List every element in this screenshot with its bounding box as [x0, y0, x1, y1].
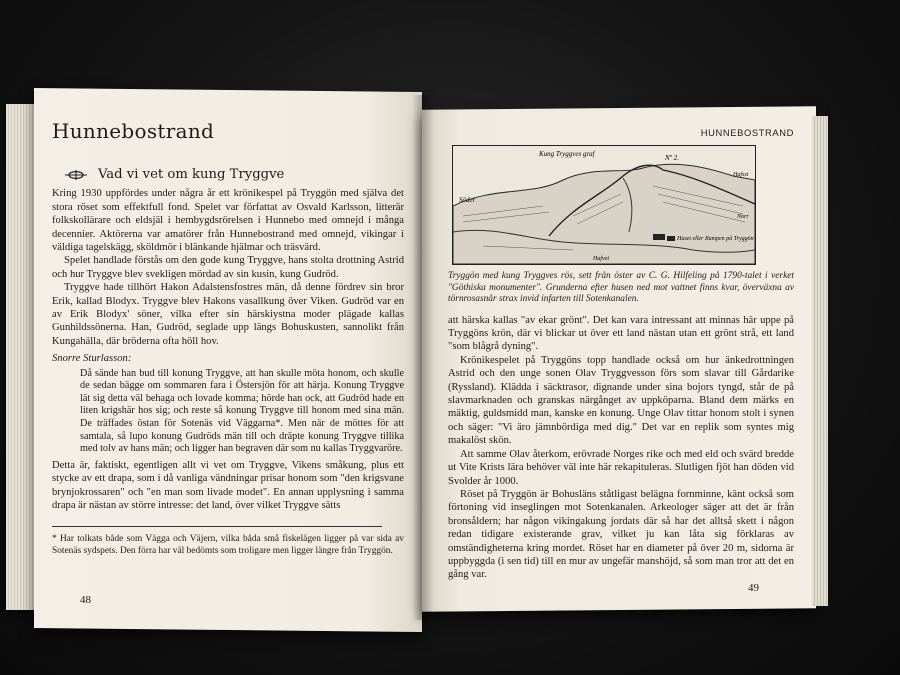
engraving-label-right-top: Hafsst [733, 172, 749, 179]
engraving-label-bottom: Hafvet [593, 256, 609, 263]
paragraph: Spelet handlade förstås om den gode kung Tryggve, hans stolta drottning Astrid och hur Tryggve blev svekligen mördad av sin kusin, kung Gudröd. [52, 255, 404, 280]
footnote-divider [52, 526, 382, 527]
paragraph: Kring 1930 uppfördes under några år ett krönikespel på Tryggön med själva det stora röset som effektfull fond. Spelet var författat av Osvald Karlsson, litterär folkskollärare och eldsjäl i hembygdsrörelsen i Hunnebo med omnejd i många decennier. Aktörerna var amatörer från Hunnebostrand med omnejd, vikingar i väldiga tagelskägg, sköldmör i blänkande hjälmar och träsvärd. [52, 188, 404, 254]
paragraph: Att samme Olav återkom, erövrade Norges rike och med eld och svärd bredde ut Vite Krists lära behöver väl inte här rekapituleras. Slutligen fjöt han döden vid Svolder år 1000. [448, 448, 794, 487]
block-quote: Då sände han bud till konung Tryggve, att han skulle möta honom, och skulle de sedan bägge om sommaren fara i Östersjön för att härja. Konung Tryggve lät sig detta väl behaga och lovade komma; hörde han ock, att Gudröd hade en liten krigshär hos sig; och reste så konung Tryggve till honom med sina män. De träffades östan för Sotenäs vid Väggarna*. Men när de möttes för att samtala, så lupo konung Gudröds män till och dräpte konung Tryggve tillika med tolv av hans män; och ligger han begraven där som nu kallas Tryggvaröre. [80, 367, 404, 455]
paragraph: att härska kallas "av ekar grönt". Det kan vara intressant att minnas här uppe på Tryggöns krön, där vi blickar ut över ett land nästan utan ett grönt strå, ett land "som blågrå dyning". [448, 314, 794, 353]
chapter-title: Hunnebostrand [52, 119, 215, 143]
paragraph: Krönikespelet på Tryggöns topp handlade också om hur änkedrottningen Astrid och den unge sonen Olav Tryggvesson förs som slavar till Gårdarike (Ryssland). Klädda i säcktrasor, dignande under sina bojors tyngd, står de på slavmarknaden och granskas närgånget av uppköparna. Bland dem märks en mäktig, guldsmidd man, kanske en konung. Unge Olav tittar honom stolt i synen och säger: "Vi äro jämnbördiga med dig." Det var en replik som syntes mig makalöst skön. [448, 354, 794, 447]
right-page-text [448, 126, 794, 582]
engraving-illustration [452, 145, 756, 265]
engraving-label-top: Kung Tryggves graf [539, 150, 595, 159]
engraving-label-number: Nº 2. [665, 154, 679, 163]
engraving-label-stone: Huset eller Rumpen på Tryggön [677, 236, 754, 243]
figure-caption: Tryggön med kung Tryggves rös, sett från öster av C. G. Hilfeling på 1790-talet i verket "Göthiska monumenter". Grunderna efter husen ned mot vattnet finns kvar, överväxna av törnrosasnår strax invid infarten till Sotenkanalen. [448, 271, 794, 305]
left-page-text [52, 118, 404, 557]
running-head: HUNNEBOSTRAND [700, 127, 794, 138]
ornament-icon [64, 169, 88, 181]
book-gutter [412, 95, 434, 620]
paragraph: Detta är, faktiskt, egentligen allt vi vet om Tryggve, Vikens småkung, plus ett stycke av ett drapa, som i då vanliga vändningar prisar honom som "den krigsvane brynjokrossaren" och "en man som livade modet". En annan upplysning i samma drapa är nästan av större intresse: det land, över vilket Tryggve sätts [52, 459, 404, 512]
source-label: Snorre Sturlasson: [52, 353, 132, 365]
footnote: * Har tolkats både som Vägga och Väjern, vilka båda små fiskelägen ligger på var sida av Sotenäs sydspets. Den förra har väl bedömts som troligare men ligger längre från Tryggön. [52, 534, 404, 557]
paragraph: Röset på Tryggön är Bohusläns ståtligast belägna fornminne, känt också som förtoning vid inseglingen mot Sotenkanalen. Arkeologer säger att det är från bronsåldern; har någon vikingakung jordats där så har det alltså skett i någon redan tidigare existerande grav, vilket ju kan låta sig förklaras av omständigheterna kring mordet. Röset har en diameter på över 20 m, sidorna är uppbyggda (i sen tid) till en mur av ungefär manshöjd, så som man tror att det en gång var. [448, 488, 794, 581]
section-heading [64, 168, 404, 181]
engraving-drawing [453, 146, 755, 264]
right-page-stack [812, 116, 828, 606]
page-number-right: 49 [748, 582, 759, 594]
page-number-left: 48 [80, 594, 91, 606]
paragraph: Tryggve hade tillhört Hakon Adalstensfostres män, då denne fördrev sin bror Erik, kallad Blodyx. Tryggve blev Hakons vasallkung över Viken. Gudröd var en av Erik Blodyx' söner, vilka efter sin härskiystna moder plägade kallas Gunhildssönerna. Han, Gudröd, seglade upp längs Bohuskusten, sannolikt från Kungahälla, där bröderna ofta höll hov. [52, 282, 404, 347]
engraving-label-right-mid: Norr [737, 214, 749, 221]
engraving-label-left: Söder [459, 196, 476, 205]
section-title: Vad vi vet om kung Tryggve [98, 167, 285, 182]
